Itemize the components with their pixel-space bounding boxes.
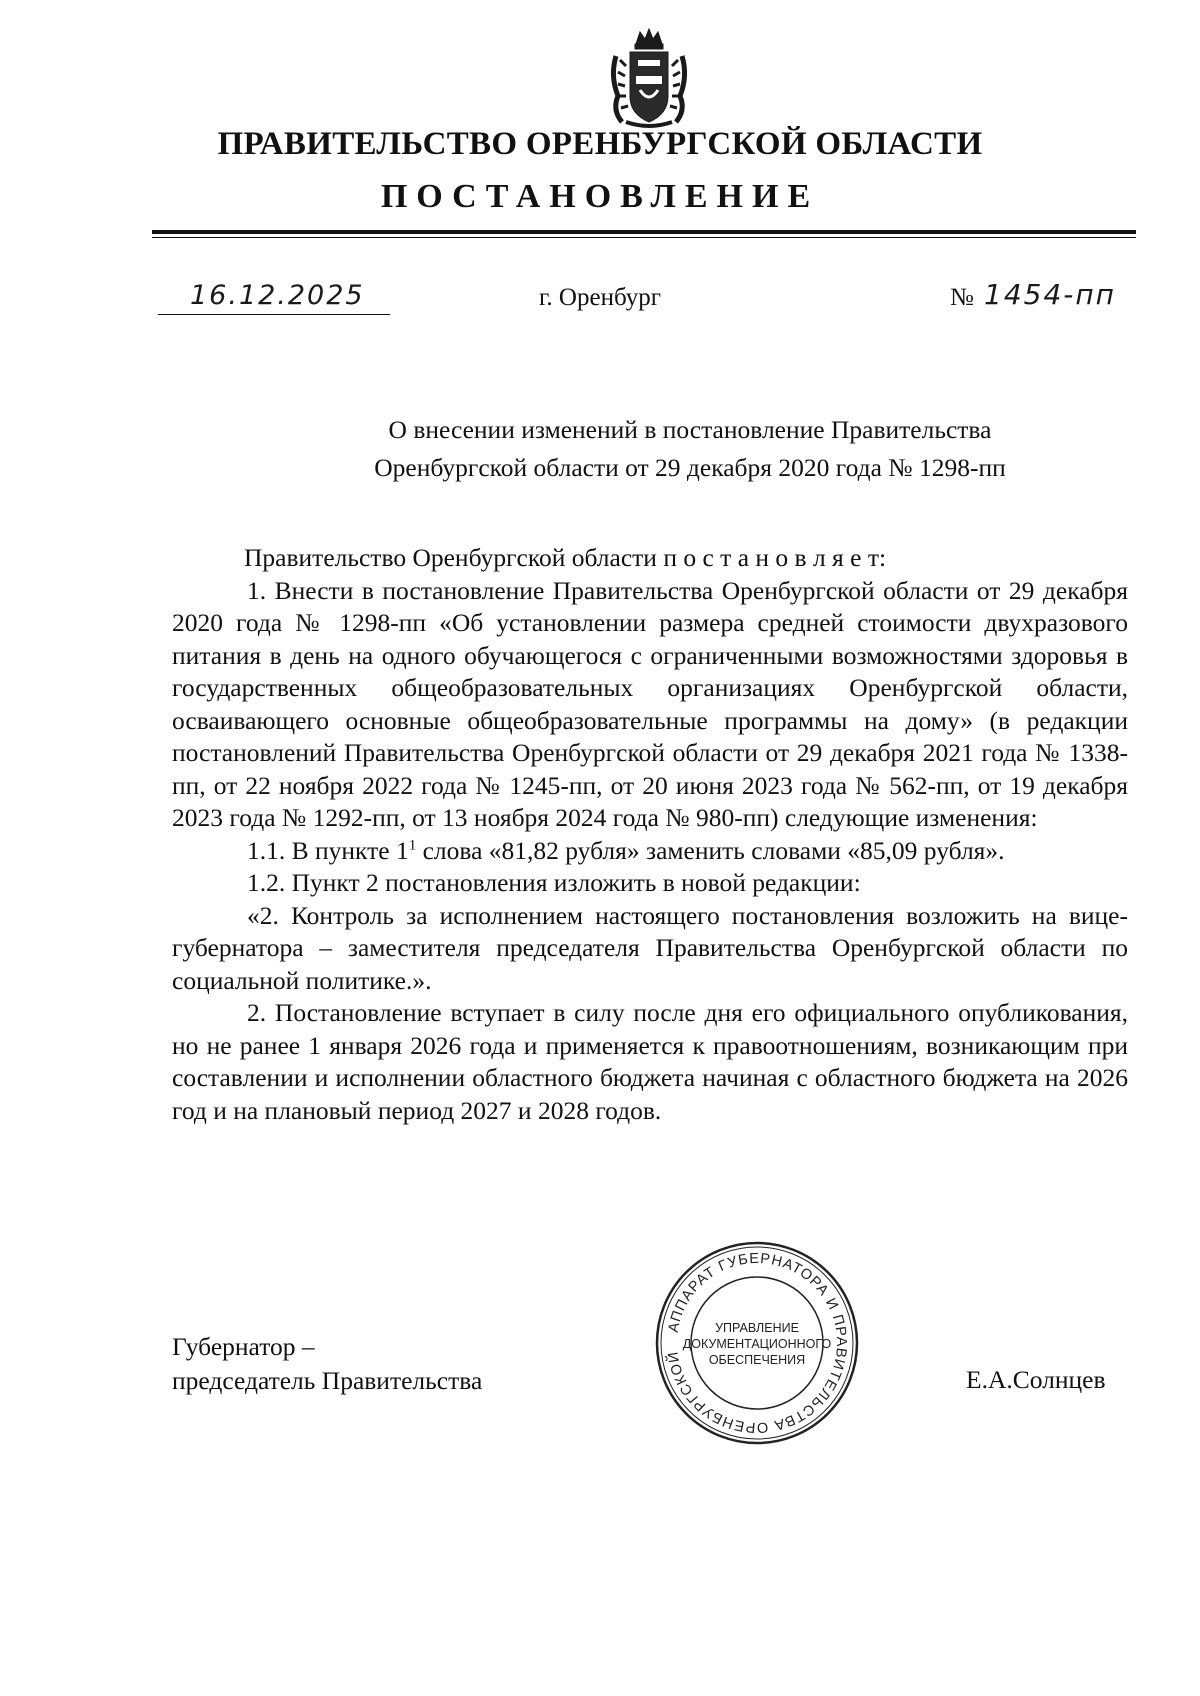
organization-title: ПРАВИТЕЛЬСТВО ОРЕНБУРГСКОЙ ОБЛАСТИ <box>217 126 983 162</box>
stamp-line-1: УПРАВЛЕНИЕ <box>715 1321 799 1335</box>
document-subject <box>310 411 1070 487</box>
signatory-position-line-1: Губернатор – <box>172 1332 315 1361</box>
document-type-title: ПОСТАНОВЛЕНИЕ <box>380 178 820 215</box>
item-1-2-paragraph: 1.2. Пункт 2 постановления изложить в новой редакции: <box>247 868 861 897</box>
stamp-line-3: ОБЕСПЕЧЕНИЯ <box>708 1353 806 1367</box>
subject-line-2: Оренбургской области от 29 декабря 2020 года № 1298-пп <box>374 453 1006 482</box>
signatory-position-line-2: председатель Правительства <box>172 1366 483 1395</box>
subject-line-1: О внесении изменений в постановление Правительства <box>388 415 992 444</box>
stamp-center-text <box>652 1320 862 1368</box>
document-body <box>172 542 1128 1127</box>
item-1-1-paragraph <box>172 835 1128 868</box>
preamble-decree-word: п о с т а н о в л я е т: <box>663 543 887 572</box>
coat-of-arms-emblem <box>606 26 692 130</box>
document-number: 1454-пп <box>984 278 1116 311</box>
item-1-2-quote-paragraph: «2. Контроль за исполнением настоящего постановления возложить на вице-губернатора – заместителя председателя Правительства Оренбургской области по социальной политике.». <box>172 900 1128 995</box>
item-1-1-start: 1.1. В пункте 1 <box>247 835 409 865</box>
document-number-label: № <box>950 284 974 311</box>
header-divider-thick <box>152 230 1136 234</box>
stamp-line-2: ДОКУМЕНТАЦИОННОГО <box>682 1337 832 1351</box>
official-stamp <box>652 1238 862 1448</box>
header-divider-thin <box>152 237 1136 238</box>
item-2-paragraph: 2. Постановление вступает в силу после дня его официального опубликования, но не ранее 1 января 2026 года и применяется к правоотношениям, возникающим при составлении и исполнении областного бюджета начиная с областного бюджета на 2026 год и на плановый период 2027 и 2028 годов. <box>172 998 1128 1125</box>
stamp-ring-text: АППАРАТ ГУБЕРНАТОРА И ПРАВИТЕЛЬСТВА ОРЕНБУРГСКОЙ <box>665 1250 850 1436</box>
signatory-position <box>172 1330 482 1398</box>
document-date: 16.12.2025 <box>190 280 365 311</box>
signatory-name: Е.А.Солнцев <box>966 1365 1106 1394</box>
preamble-paragraph <box>172 542 1128 575</box>
item-1-1-superscript: 1 <box>408 837 417 853</box>
preamble-text: Правительство Оренбургской области <box>244 543 664 572</box>
item-1-paragraph: 1. Внести в постановление Правительства Оренбургской области от 29 декабря 2020 года № 1298-пп «Об установлении размера средней стоимости двухразового питания в день на одного обучающегося с ограниченными возможностями здоровья в государственных общеобразовательных организациях Оренбургской области, осваивающего основные общеобразовательные программы на дому» (в редакции постановлений Правительства Оренбургской области от 29 декабря 2021 года № 1338-пп, от 22 ноября 2022 года № 1245-пп, от 20 июня 2023 года № 562-пп, от 19 декабря 2023 года № 1292-пп, от 13 ноября 2024 года № 980-пп) следующие изменения: <box>172 575 1128 832</box>
document-city: г. Оренбург <box>539 284 661 311</box>
item-1-1-end: слова «81,82 рубля» заменить словами «85,09 рубля». <box>416 835 1005 865</box>
